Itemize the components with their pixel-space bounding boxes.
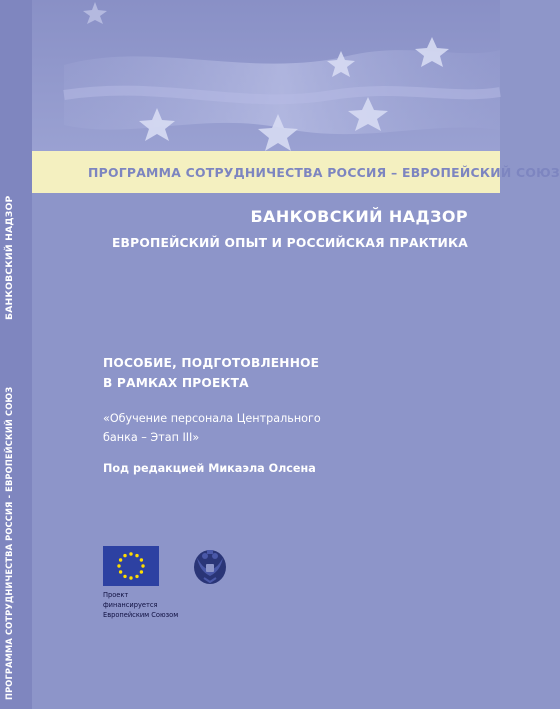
funded-line-3: Европейским Союзом — [103, 610, 179, 619]
spine-program-text: ПРОГРАММА СОТРУДНИЧЕСТВА РОССИЯ - ЕВРОПЕЙСКИЙ СОЮЗ — [4, 386, 15, 700]
project-name-line-1: «Обучение персонала Центрального — [103, 412, 321, 425]
project-name-line-2: банка – Этап III» — [103, 431, 200, 444]
description-line-1: ПОСОБИЕ, ПОДГОТОВЛЕННОЕ — [103, 356, 320, 370]
bank-of-russia-emblem-icon — [191, 546, 229, 586]
funded-line-1: Проект — [103, 590, 129, 599]
description-line-2: В РАМКАХ ПРОЕКТА — [103, 376, 249, 390]
editor-line: Под редакцией Микаэла Олсена — [103, 462, 316, 475]
eu-flag-icon — [103, 546, 159, 586]
book-title: БАНКОВСКИЙ НАДЗОР — [250, 207, 468, 226]
book-subtitle: ЕВРОПЕЙСКИЙ ОПЫТ И РОССИЙСКАЯ ПРАКТИКА — [111, 236, 468, 250]
program-band-text: ПРОГРАММА СОТРУДНИЧЕСТВА РОССИЯ – ЕВРОПЕЙСКИЙ СОЮЗ — [88, 165, 560, 180]
spine-title-text: БАНКОВСКИЙ НАДЗОР — [4, 195, 15, 320]
funded-line-2: финансируется — [103, 600, 158, 609]
eu-flag-photo-banner — [32, 0, 500, 151]
